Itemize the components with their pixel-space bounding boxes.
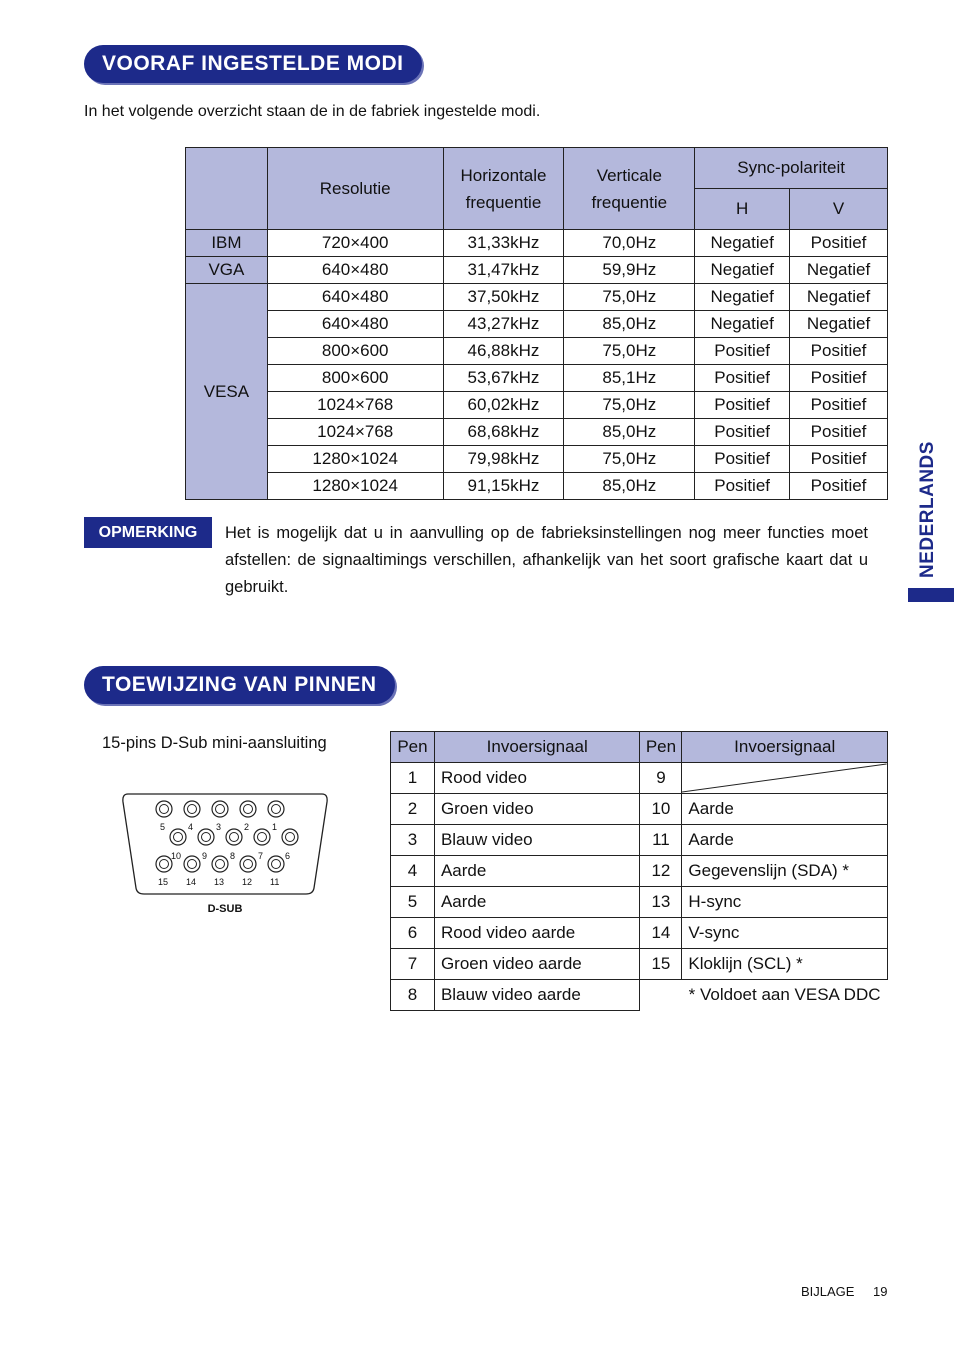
cell-sync-h: Positief (695, 446, 790, 473)
header-signal: Invoersignaal (434, 732, 640, 763)
pin-hole-inner (216, 860, 225, 869)
cell-sync-h: Positief (695, 365, 790, 392)
group-label-ibm: IBM (186, 230, 268, 257)
intro-text: In het volgende overzicht staan de in de fabriek ingestelde modi. (84, 103, 541, 120)
cell-hfreq: 68,68kHz (443, 419, 564, 446)
cell-pin: 5 (391, 887, 435, 918)
cell-signal: Aarde (434, 887, 640, 918)
pin-hole-inner (216, 805, 225, 814)
table-row (391, 825, 888, 856)
cell-sync-h: Positief (695, 338, 790, 365)
pin-hole-inner (188, 860, 197, 869)
cell-sync-v: Negatief (790, 311, 888, 338)
cell-sync-v: Positief (790, 473, 888, 500)
pin-hole-inner (230, 833, 239, 842)
cell-signal: Aarde (434, 856, 640, 887)
cell-pin: 4 (391, 856, 435, 887)
cell-sync-h: Negatief (695, 284, 790, 311)
cell-sync-v: Positief (790, 338, 888, 365)
table-row (391, 949, 888, 980)
table-row (391, 980, 888, 1011)
table-row (186, 284, 888, 311)
cell-resolution: 1280×1024 (267, 473, 443, 500)
cell-vfreq: 85,0Hz (564, 473, 695, 500)
cell-signal: Blauw video aarde (434, 980, 640, 1011)
table-row (186, 392, 888, 419)
cell-vfreq: 85,1Hz (564, 365, 695, 392)
header-pen: Pen (391, 732, 435, 763)
cell-sync-v: Positief (790, 230, 888, 257)
pin-hole-inner (286, 833, 295, 842)
table-row (186, 230, 888, 257)
pin-number-label: 11 (270, 877, 280, 887)
cell-signal: Aarde (682, 794, 888, 825)
pin-hole-inner (160, 860, 169, 869)
cell-vfreq: 85,0Hz (564, 419, 695, 446)
dsub-connector-diagram (120, 788, 330, 918)
note-text: Het is mogelijk dat u in aanvulling op de fabrieksinstellingen nog meer functies moet afstellen: de signaaltimings verschillen, afhankelijk van het soort grafische kaart dat u gebruikt. (225, 524, 868, 596)
note-label: OPMERKING (84, 517, 212, 548)
pin-number-label: 8 (230, 851, 236, 861)
language-side-tab (908, 588, 954, 602)
cell-sync-v: Positief (790, 419, 888, 446)
cell-resolution: 800×600 (267, 338, 443, 365)
cell-signal: Rood video aarde (434, 918, 640, 949)
cell-resolution: 640×480 (267, 257, 443, 284)
cell-vfreq: 75,0Hz (564, 392, 695, 419)
cell-pin: 14 (640, 918, 682, 949)
pin-number-label: 1 (272, 822, 278, 832)
preset-modes-table (185, 147, 888, 500)
cell-signal-empty (682, 763, 888, 794)
cell-resolution: 640×480 (267, 311, 443, 338)
cell-pin: 13 (640, 887, 682, 918)
header-pen: Pen (640, 732, 682, 763)
cell-hfreq: 46,88kHz (443, 338, 564, 365)
cell-pin: 8 (391, 980, 435, 1011)
cell-hfreq: 79,98kHz (443, 446, 564, 473)
table-row (391, 918, 888, 949)
cell-sync-h: Positief (695, 392, 790, 419)
cell-signal: Groen video aarde (434, 949, 640, 980)
pin-hole-inner (272, 860, 281, 869)
cell-resolution: 1280×1024 (267, 446, 443, 473)
pin-hole-inner (272, 805, 281, 814)
pin-number-label: 14 (186, 877, 197, 887)
pin-hole-inner (244, 860, 253, 869)
footer-section: BIJLAGE (801, 1284, 855, 1299)
cell-pin: 11 (640, 825, 682, 856)
cell-pin: 7 (391, 949, 435, 980)
cell-sync-h: Negatief (695, 257, 790, 284)
pin-number-label: 4 (188, 822, 194, 832)
cell-hfreq: 60,02kHz (443, 392, 564, 419)
corner-cell (186, 148, 268, 230)
cell-signal: H-sync (682, 887, 888, 918)
header-sync-polarity: Sync-polariteit (695, 148, 888, 189)
diagonal-strike (682, 763, 887, 793)
table-row (391, 856, 888, 887)
cell-signal: Blauw video (434, 825, 640, 856)
table-row (391, 763, 888, 794)
cell-resolution: 720×400 (267, 230, 443, 257)
cell-sync-v: Positief (790, 392, 888, 419)
cell-hfreq: 43,27kHz (443, 311, 564, 338)
table-row (186, 473, 888, 500)
pin-number-label: 12 (242, 877, 253, 887)
cell-pin: 9 (640, 763, 682, 794)
pin-hole-inner (160, 805, 169, 814)
cell-pin: 12 (640, 856, 682, 887)
cell-sync-v: Negatief (790, 284, 888, 311)
cell-sync-h: Negatief (695, 230, 790, 257)
pin-hole-inner (258, 833, 267, 842)
pin-hole-inner (188, 805, 197, 814)
footnote-cell: * Voldoet aan VESA DDC (688, 985, 881, 1005)
cell-signal: V-sync (682, 918, 888, 949)
pin-number-label: 6 (285, 851, 291, 861)
cell-sync-h: Positief (695, 473, 790, 500)
header-vertical-frequency: Verticale frequentie (564, 148, 695, 230)
pin-number-label: 3 (216, 822, 222, 832)
table-row (186, 257, 888, 284)
header-signal: Invoersignaal (682, 732, 888, 763)
cell-resolution: 640×480 (267, 284, 443, 311)
pin-hole-inner (244, 805, 253, 814)
cell-resolution: 1024×768 (267, 392, 443, 419)
connector-label: D-SUB (207, 903, 243, 915)
footer-page-number: 19 (873, 1284, 888, 1299)
pin-number-label: 5 (160, 822, 166, 832)
cell-hfreq: 31,47kHz (443, 257, 564, 284)
cell-sync-v: Positief (790, 446, 888, 473)
cell-sync-v: Negatief (790, 257, 888, 284)
cell-sync-h: Negatief (695, 311, 790, 338)
table-row (186, 365, 888, 392)
pin-number-label: 13 (214, 877, 225, 887)
cell-vfreq: 85,0Hz (564, 311, 695, 338)
cell-hfreq: 37,50kHz (443, 284, 564, 311)
pin-number-label: 2 (244, 822, 250, 832)
group-label-vesa: VESA (186, 284, 268, 500)
pin-hole-inner (174, 833, 183, 842)
cell-pin: 6 (391, 918, 435, 949)
section-title-pin-assignment: TOEWIJZING VAN PINNEN (84, 666, 395, 704)
header-sync-h: H (695, 189, 790, 230)
cell-pin: 10 (640, 794, 682, 825)
pin-number-label: 9 (202, 851, 208, 861)
table-row (186, 419, 888, 446)
cell-hfreq: 53,67kHz (443, 365, 564, 392)
cell-signal: Gegevenslijn (SDA) * (682, 856, 888, 887)
cell-signal: Rood video (434, 763, 640, 794)
table-row (391, 887, 888, 918)
section-title-preset-modes: VOORAF INGESTELDE MODI (84, 45, 422, 83)
table-row (186, 446, 888, 473)
table-row (391, 794, 888, 825)
cell-sync-v: Positief (790, 365, 888, 392)
pin-number-label: 10 (171, 851, 182, 861)
header-horizontal-frequency: Horizontale frequentie (443, 148, 564, 230)
connector-caption: 15-pins D-Sub mini-aansluiting (102, 734, 327, 752)
cell-resolution: 800×600 (267, 365, 443, 392)
cell-vfreq: 70,0Hz (564, 230, 695, 257)
cell-signal: Aarde (682, 825, 888, 856)
table-row (186, 311, 888, 338)
cell-vfreq: 75,0Hz (564, 446, 695, 473)
pin-number-label: 7 (258, 851, 264, 861)
cell-signal: Groen video (434, 794, 640, 825)
header-resolution: Resolutie (267, 148, 443, 230)
cell-pin: 2 (391, 794, 435, 825)
cell-signal: Kloklijn (SCL) * (682, 949, 888, 980)
pin-hole-inner (202, 833, 211, 842)
cell-hfreq: 31,33kHz (443, 230, 564, 257)
cell-vfreq: 75,0Hz (564, 284, 695, 311)
cell-resolution: 1024×768 (267, 419, 443, 446)
cell-pin: 3 (391, 825, 435, 856)
header-sync-v: V (790, 189, 888, 230)
cell-pin: 15 (640, 949, 682, 980)
group-label-vga: VGA (186, 257, 268, 284)
cell-pin: 1 (391, 763, 435, 794)
language-side-label: NEDERLANDS (917, 441, 938, 579)
cell-vfreq: 59,9Hz (564, 257, 695, 284)
pin-assignment-table (390, 731, 888, 1011)
cell-sync-h: Positief (695, 419, 790, 446)
cell-vfreq: 75,0Hz (564, 338, 695, 365)
cell-hfreq: 91,15kHz (443, 473, 564, 500)
table-row (186, 338, 888, 365)
pin-number-label: 15 (158, 877, 169, 887)
